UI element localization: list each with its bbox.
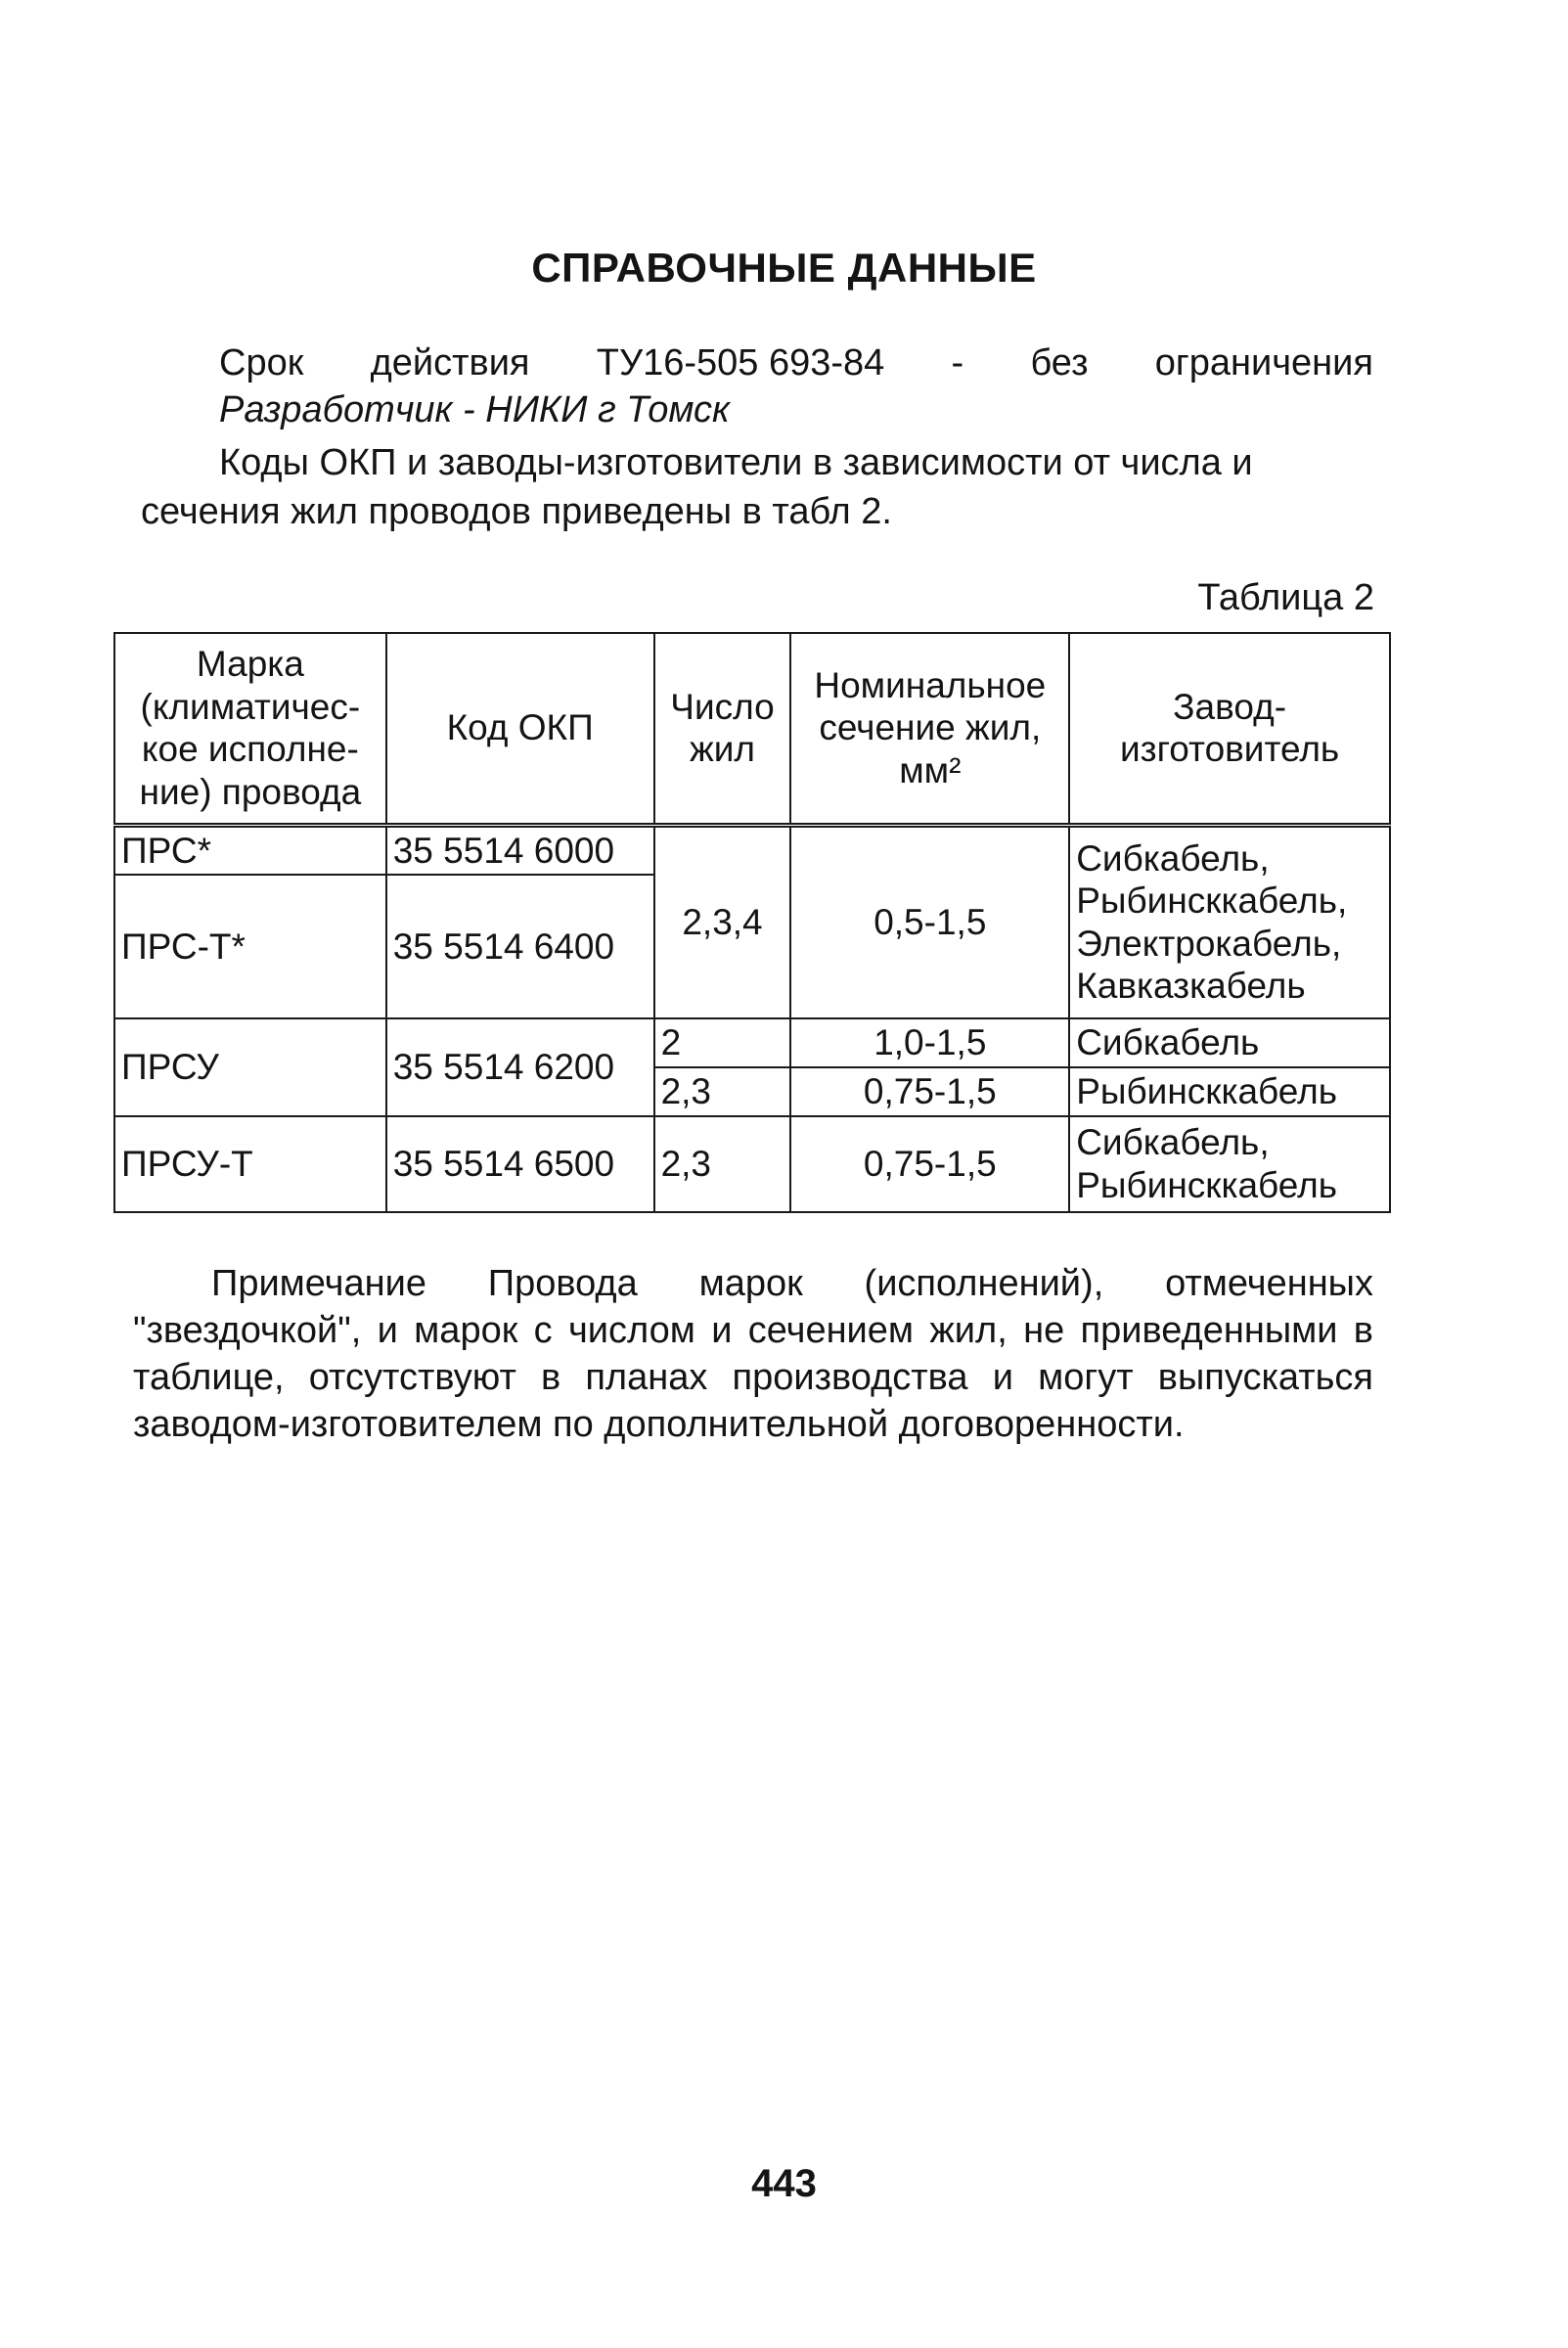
page-number: 443 [751, 2162, 817, 2205]
footnote [133, 1260, 1373, 1448]
cell-cores: 2,3 [654, 1116, 791, 1212]
header-cores: Число жил [654, 633, 791, 825]
cell-cores: 2,3 [654, 1067, 791, 1116]
table-row [114, 1116, 1390, 1212]
intro-line-1: Коды ОКП и заводы-изготовители в зависимости от числа и [219, 442, 1253, 483]
validity-word: ограничения [1154, 342, 1373, 384]
validity-word: Срок [219, 342, 304, 384]
cell-brand: ПРС* [114, 825, 386, 875]
cell-okp: 35 5514 6500 [386, 1116, 654, 1212]
header-okp: Код ОКП [386, 633, 654, 825]
validity-word: без [1030, 342, 1089, 384]
validity-word: - [951, 342, 964, 384]
table-row [114, 1018, 1390, 1067]
cell-section: 0,75-1,5 [790, 1067, 1069, 1116]
cell-brand: ПРС-Т* [114, 875, 386, 1018]
cell-cores: 2,3,4 [654, 825, 791, 1018]
developer-line: Разработчик - НИКИ г Томск [219, 389, 730, 430]
reference-table [113, 632, 1391, 1213]
validity-word: действия [370, 342, 530, 384]
cell-cores: 2 [654, 1018, 791, 1067]
table-row [114, 825, 1390, 875]
table-header-row [114, 633, 1390, 825]
cell-brand: ПРСУ-Т [114, 1116, 386, 1212]
cell-plant: Сибкабель [1069, 1018, 1390, 1067]
header-plant: Завод-изготовитель [1069, 633, 1390, 825]
cell-section: 1,0-1,5 [790, 1018, 1069, 1067]
cell-okp: 35 5514 6000 [386, 825, 654, 875]
validity-line [219, 342, 1373, 384]
header-section: Номинальное сечение жил, мм² [790, 633, 1069, 825]
cell-okp: 35 5514 6200 [386, 1018, 654, 1116]
intro-line-2: сечения жил проводов приведены в табл 2. [141, 491, 892, 532]
footnote-text: Примечание Провода марок (исполнений), отмеченных "звездочкой", и марок с числом и сечением жил, не приведенными в таблице, отсутствуют в планах производства и могут выпускаться заводом-изготовителем по дополнительной договоренности. [133, 1263, 1373, 1445]
cell-plant: Сибкабель, Рыбинсккабель, Электрокабель, Кавказкабель [1069, 825, 1390, 1018]
cell-plant: Сибкабель, Рыбинсккабель [1069, 1116, 1390, 1212]
cell-section: 0,75-1,5 [790, 1116, 1069, 1212]
cell-plant: Рыбинсккабель [1069, 1067, 1390, 1116]
validity-word: ТУ16-505 693-84 [596, 342, 885, 384]
cell-okp: 35 5514 6400 [386, 875, 654, 1018]
header-brand: Марка (климатичес-кое исполне-ние) провода [114, 633, 386, 825]
cell-brand: ПРСУ [114, 1018, 386, 1116]
page-title: СПРАВОЧНЫЕ ДАННЫЕ [531, 245, 1037, 291]
table-caption: Таблица 2 [1197, 577, 1374, 618]
cell-section: 0,5-1,5 [790, 825, 1069, 1018]
